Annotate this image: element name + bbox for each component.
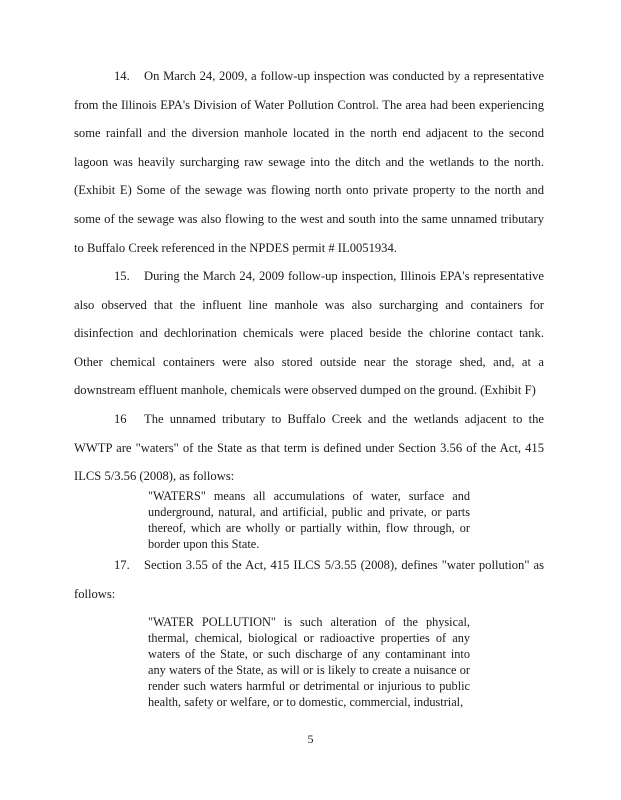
paragraph-text: On March 24, 2009, a follow-up inspection was conducted by a representative from the Illinois EPA's Division of Water Pollution Control. The area had been experiencing some rainfall and the diversion manhole located in the north end adjacent to the second lagoon was heavily surcharging raw sewage into the ditch and the wetlands to the north. (Exhibit E) Some of the sewage was flowing north onto private property to the north and some of the sewage was also flowing to the west and south into the same unnamed tributary to Buffalo Creek referenced in the NPDES permit # IL0051934. — [74, 69, 544, 255]
paragraph-number: 15. — [114, 269, 130, 283]
paragraph-text: Section 3.55 of the Act, 415 ILCS 5/3.55 (2008), defines "water pollution" as follows: — [74, 558, 544, 601]
paragraph-16 — [74, 405, 544, 491]
paragraph-14 — [74, 62, 544, 262]
paragraph-15 — [74, 262, 544, 405]
paragraph-number: 16 — [114, 412, 127, 426]
paragraph-text: During the March 24, 2009 follow-up inspection, Illinois EPA's representative also observed that the influent line manhole was also surcharging and containers for disinfection and dechlorination chemicals were placed beside the chlorine contact tank. Other chemical containers were also stored outside near the storage shed, and, at a downstream effluent manhole, chemicals were observed dumped on the ground. (Exhibit F) — [74, 269, 544, 398]
paragraph-number: 17. — [114, 558, 130, 572]
paragraph-text: The unnamed tributary to Buffalo Creek and the wetlands adjacent to the WWTP are "waters" of the State as that term is defined under Section 3.56 of the Act, 415 ILCS 5/3.56 (2008), as follows: — [74, 412, 544, 484]
paragraph-17 — [74, 551, 544, 608]
water-pollution-definition-quote: "WATER POLLUTION" is such alteration of the physical, thermal, chemical, biological or radioactive properties of any waters of the State, or such discharge of any contaminant into any waters of the State, as will or is likely to create a nuisance or render such waters harmful or detrimental or injurious to public health, safety or welfare, or to domestic, commercial, industrial, — [148, 615, 470, 709]
page-number: 5 — [307, 732, 314, 746]
waters-definition-quote: "WATERS" means all accumulations of water, surface and underground, natural, and artificial, public and private, or parts thereof, which are wholly or partially within, flow through, or border upon this State. — [148, 489, 470, 551]
paragraph-number: 14. — [114, 69, 130, 83]
